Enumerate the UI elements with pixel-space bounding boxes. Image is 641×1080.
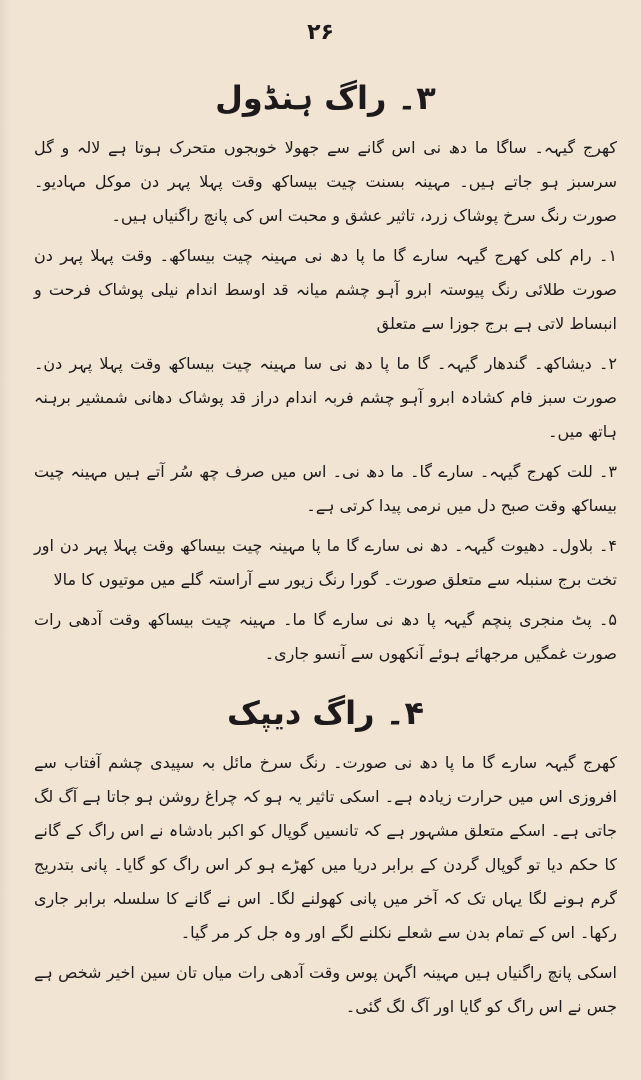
- page-number: ۲۶: [307, 20, 334, 45]
- list-item: ۱۔ رام کلی کھرج گیہہ سارے گا ما پا دھ نی مہینہ چیت بیساکھ۔ وقت پہلا پہر دن صورت طلائی رنگ پیوستہ ابرو آہو چشم میانہ قد اوسط اندام نیلی پوشاک فرحت و انبساط لاتی ہے برج جوزا سے متعلق: [34, 245, 617, 333]
- list-item: ۲۔ دیشاکھ۔ گندھار گیہہ۔ گا ما پا دھ نی سا مہینہ چیت بیساکھ وقت پہلا پہر دن۔ صورت سبز فام کشادہ ابرو آہو چشم فربہ اندام دراز قد پوشاک دھانی شمشیر برہنہ ہاتھ میں۔: [34, 353, 617, 441]
- list-item: ۴۔ بلاول۔ دھیوت گیہہ۔ دھ نی سارے گا ما پا مہینہ چیت بیساکھ وقت پہلا پہر دن اور تخت برج سنبلہ سے متعلق صورت۔ گورا رنگ زیور سے آراستہ گلے میں موتیوں کا مالا: [34, 535, 617, 589]
- section-heading-raag-hindol: ۳۔ راگ ہنڈول: [215, 79, 436, 117]
- paragraph: اسکی پانچ راگنیاں ہیں مہینہ اگہن پوس وقت آدھی رات میاں تان سین اخیر شخص ہے جس نے اس راگ کو گایا اور آگ لگ گئی۔: [34, 962, 617, 1016]
- list-item: ۵۔ پٹ منجری پنچم گیہہ پا دھ نی سارے گا ما۔ مہینہ چیت بیساکھ وقت آدھی رات صورت غمگیں مرجھائے ہوئے آنکھوں سے آنسو جاری۔: [34, 609, 617, 663]
- spacer: [34, 677, 617, 691]
- list-item: ۳۔ للت کھرج گیہہ۔ سارے گا۔ ما دھ نی۔ اس میں صرف چھ سُر آتے ہیں مہینہ چیت بیساکھ وقت صبح دل میں نرمی پیدا کرتی ہے۔: [34, 461, 617, 515]
- page-content: [34, 76, 617, 1030]
- paragraph-intro: کھرج گیہہ۔ ساگا ما دھ نی اس گانے سے جھولا خوبجوں متحرک ہوتا ہے لالہ و گل سرسبز ہو جاتے ہیں۔ مہینہ بسنت چیت بیساکھ وقت پہلا پہر دن موکل مہادیو۔ صورت رنگ سرخ پوشاک زرد، تاثیر عشق و محبت اس کی پانچ راگنیاں ہیں۔: [34, 137, 617, 225]
- paragraph: کھرج گیہہ سارے گا ما پا دھ نی صورت۔ رنگ سرخ مائل بہ سپیدی چشم آفتاب سے افروزی اس میں حرارت زیادہ ہے۔ اسکی تاثیر یہ ہو کہ چراغ روشن ہو جاتا ہے آگ لگ جاتی ہے۔ اسکے متعلق مشہور ہے کہ تانسیں گوپال کو اکبر بادشاہ نے اس راگ کے گانے کا حکم دیا تو گوپال گردن کے برابر دریا میں کھڑے ہو کر اس راگ کو گایا۔ پانی بتدریج گرم ہونے لگا یہاں تک کہ آخر میں پانی کھولنے لگا۔ اس نے گانے کا سلسلہ برابر جاری رکھا۔ اس کے تمام بدن سے شعلے نکلنے لگے اور وہ جل کر مر گیا۔: [34, 752, 617, 942]
- section-heading-raag-deepak: ۴۔ راگ دیپک: [227, 693, 424, 732]
